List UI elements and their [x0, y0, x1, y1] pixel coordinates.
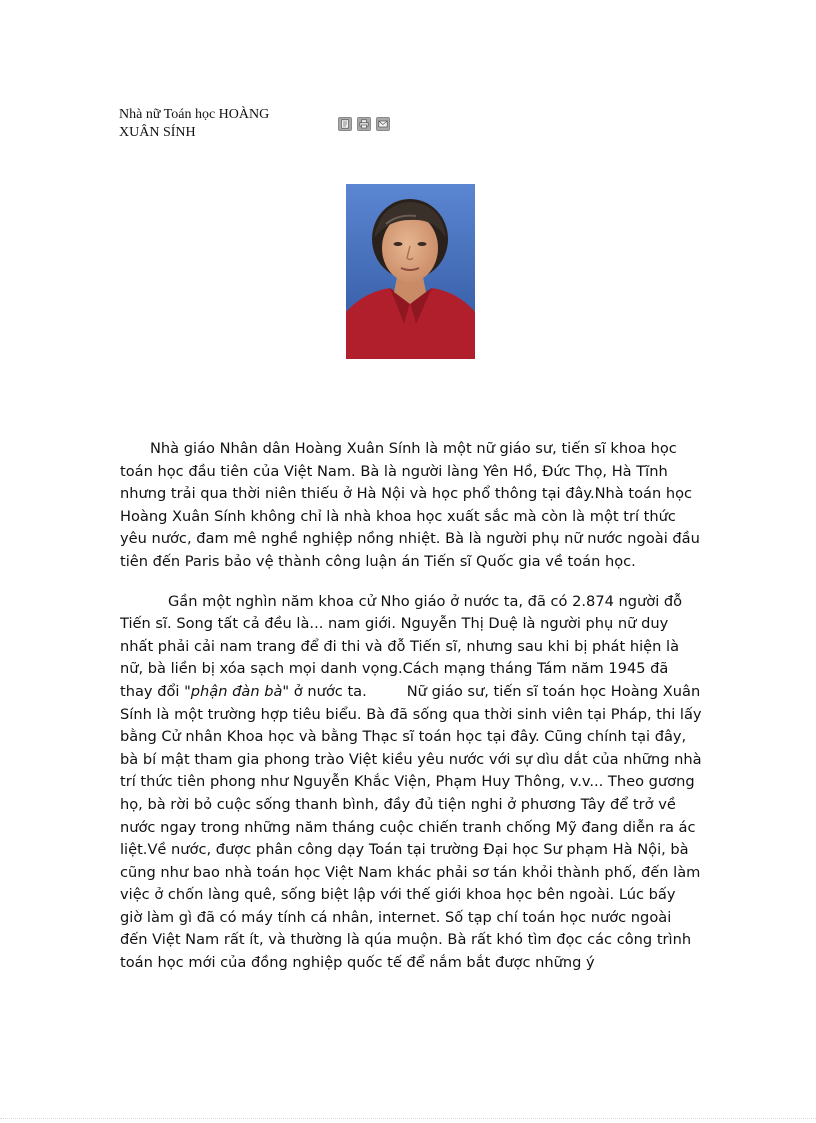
emphasized-phrase: "phận đàn bà" — [184, 682, 290, 700]
email-icon — [378, 119, 388, 129]
article-body — [120, 438, 702, 975]
page-bottom-rule — [0, 1118, 816, 1119]
print-icon — [359, 119, 369, 129]
article-title-line-2: XUÂN SÍNH — [119, 125, 196, 140]
article-title-line-1: Nhà nữ Toán học HOÀNG — [119, 107, 270, 122]
article-toolbar — [338, 117, 390, 131]
body-paragraph-2 — [120, 591, 702, 975]
portrait-photo — [346, 184, 475, 359]
body-paragraph-2-mid: ở nước ta. — [289, 682, 367, 700]
body-paragraph-2-start: Gần một nghìn năm khoa cử Nho giáo ở nước ta, đã có 2.874 người đỗ Tiến sĩ. Song tất cả đều là... nam giới. Nguyễn Thị Duệ là người phụ nữ duy nhất phải cải nam trang để đi thi và đỗ Tiến sĩ, nhưng sau khi bị phát hiện là nữ, bà liền bị xóa sạch mọi danh vọng.Cách mạng tháng Tám năm 1945 đã thay đổi — [120, 592, 683, 700]
print-button[interactable] — [357, 117, 371, 131]
body-paragraph-1: Nhà giáo Nhân dân Hoàng Xuân Sính là một nữ giáo sư, tiến sĩ khoa học toán học đầu tiên của Việt Nam. Bà là người làng Yên Hồ, Đức Thọ, Hà Tĩnh nhưng trải qua thời niên thiếu ở Hà Nội và học phổ thông tại đây.Nhà toán học Hoàng Xuân Sính không chỉ là nhà khoa học xuất sắc mà còn là một trí thức yêu nước, đam mê nghề nghiệp nồng nhiệt. Bà là người phụ nữ nước ngoài đầu tiên đến Paris bảo vệ thành công luận án Tiến sĩ Quốc gia về toán học. — [120, 440, 700, 570]
email-button[interactable] — [376, 117, 390, 131]
article-title — [119, 106, 319, 142]
portrait-illustration — [346, 184, 475, 359]
body-paragraph-2-rest: Nữ giáo sư, tiến sĩ toán học Hoàng Xuân Sính là một trường hợp tiêu biểu. Bà đã sống qua thời sinh viên tại Pháp, thi lấy bằng Cử nhân Khoa học và bằng Thạc sĩ toán học tại đây. Cũng chính tại đây, bà bí mật tham gia phong trào Việt kiều yêu nước với sự dìu dắt của những nhà trí thức tiên phong như Nguyễn Khắc Viện, Phạm Huy Thông, v.v... Theo gương họ, bà rời bỏ cuộc sống thanh bình, đầy đủ tiện nghi ở phương Tây để trở về nước ngay trong những năm tháng cuộc chiến tranh chống Mỹ đang diễn ra ác liệt.Về nước, được phân công dạy Toán tại trường Đại học Sư phạm Hà Nội, bà cũng như bao nhà toán học Việt Nam khác phải sơ tán khỏi thành phố, đến làm việc ở chốn làng quê, sống biệt lập với thế giới khoa học bên ngoài. Lúc bấy giờ làm gì đã có máy tính cá nhân, internet. Số tạp chí toán học nước ngoài đến Việt Nam rất ít, và thường là qúa muộn. Bà rất khó tìm đọc các công trình toán học mới của đồng nghiệp quốc tế để nắm bắt được những ý — [120, 682, 702, 972]
pdf-icon — [340, 119, 350, 129]
pdf-button[interactable] — [338, 117, 352, 131]
